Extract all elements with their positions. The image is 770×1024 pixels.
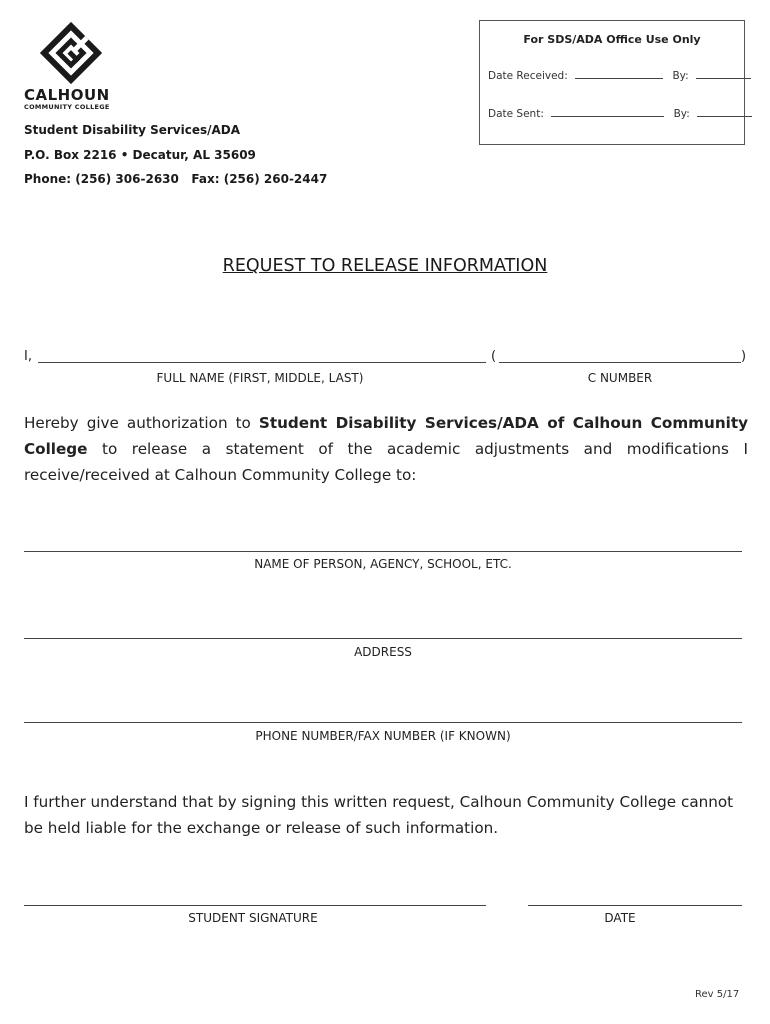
i-label: I, — [24, 349, 32, 364]
auth-text-pre: Hereby give authorization to — [24, 414, 259, 432]
recipient-field[interactable] — [24, 551, 742, 552]
form-title: REQUEST TO RELEASE INFORMATION — [222, 256, 548, 276]
phone-field[interactable] — [24, 722, 742, 723]
date-received-row — [488, 70, 751, 82]
date-sent-row — [488, 108, 752, 120]
received-by-label: By: — [672, 70, 689, 82]
office-use-title: For SDS/ADA Office Use Only — [523, 33, 701, 46]
liability-paragraph: I further understand that by signing this written request, Calhoun Community College cannot be held liable for the exchange or release of such information. — [24, 793, 734, 837]
logo-subtitle: COMMUNITY COLLEGE — [24, 103, 110, 111]
revision-label: Rev 5/17 — [695, 989, 740, 1000]
date-received-label: Date Received: — [488, 70, 568, 82]
received-by-field[interactable] — [696, 78, 751, 79]
full-name-caption: FULL NAME (FIRST, MIDDLE, LAST) — [156, 371, 364, 385]
signature-field[interactable] — [24, 905, 486, 906]
authorization-paragraph — [24, 410, 748, 488]
phone-fax: Phone: (256) 306-2630 Fax: (256) 260-2447 — [24, 172, 328, 186]
c-number-caption: C NUMBER — [587, 371, 653, 385]
address-caption: ADDRESS — [354, 645, 412, 659]
office-name: Student Disability Services/ADA — [24, 123, 241, 137]
sent-by-field[interactable] — [697, 116, 752, 117]
office-use-box — [479, 20, 745, 145]
open-paren: ( — [491, 349, 497, 364]
logo-wordmark: CALHOUN — [24, 86, 110, 104]
recipient-caption: NAME OF PERSON, AGENCY, SCHOOL, ETC. — [254, 557, 512, 571]
phone-caption: PHONE NUMBER/FAX NUMBER (IF KNOWN) — [255, 729, 511, 743]
auth-text-bold: Student Disability Services/ADA of Calhoun Community College — [24, 414, 748, 458]
close-paren: ) — [741, 349, 747, 364]
date-received-field[interactable] — [575, 78, 663, 79]
sent-by-label: By: — [673, 108, 690, 120]
calhoun-logo-icon — [40, 22, 102, 84]
date-caption: DATE — [604, 911, 636, 925]
full-name-field[interactable] — [38, 362, 486, 363]
po-box: P.O. Box 2216 • Decatur, AL 35609 — [24, 148, 256, 162]
date-sent-label: Date Sent: — [488, 108, 544, 120]
address-field[interactable] — [24, 638, 742, 639]
date-field[interactable] — [528, 905, 742, 906]
c-number-field[interactable] — [499, 362, 741, 363]
signature-caption: STUDENT SIGNATURE — [188, 911, 318, 925]
date-sent-field[interactable] — [551, 116, 664, 117]
auth-text-post: to release a statement of the academic adjustments and modifications I receive/received at Calhoun Community College to: — [24, 440, 748, 484]
